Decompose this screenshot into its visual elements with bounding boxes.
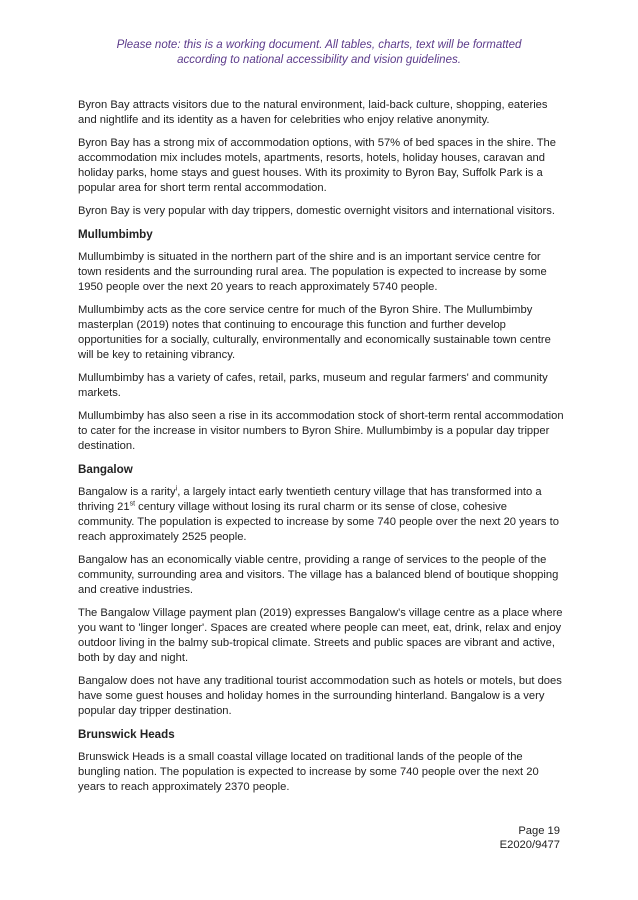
brunswick-heads-paragraph-1: Brunswick Heads is a small coastal village located on traditional lands of the people of the bungling nation. The population is expected to increase by some 740 people over the next 20 years to reach approximately 2370 people. <box>78 751 539 793</box>
bangalow-p1-text-b: , a largely intact early twentieth century village that has transformed into a thriving 21 <box>78 486 542 513</box>
mullumbimby-paragraph-1: Mullumbimby is situated in the northern part of the shire and is an important service centre for town residents and the surrounding rural area. The population is expected to increase by some 1950 people over the next 20 years to reach approximately 5740 people. <box>78 251 547 293</box>
mullumbimby-heading: Mullumbimby <box>78 228 153 241</box>
document-reference: E2020/9477 <box>499 839 560 851</box>
byron-bay-paragraph-1: Byron Bay attracts visitors due to the natural environment, laid-back culture, shopping, eateries and nightlife and its identity as a haven for celebrities who enjoy relative anonymity. <box>78 99 548 126</box>
working-document-notice <box>78 38 560 68</box>
bangalow-paragraph-3: The Bangalow Village payment plan (2019) expresses Bangalow's village centre as a place where you want to 'linger longer'. Spaces are created where people can meet, eat, drink, relax and enjoy outdoor living in the balmy sub-tropical climate. Streets and public spaces are vibrant and active, both by day and night. <box>78 607 563 664</box>
page-footer <box>500 824 560 852</box>
bangalow-heading: Bangalow <box>78 463 133 476</box>
mullumbimby-paragraph-2: Mullumbimby acts as the core service centre for much of the Byron Shire. The Mullumbimby masterplan (2019) notes that continuing to encourage this function and further develop opportunities for a socially, culturally, environmentally and economically sustainable town centre will be key to retaining vibrancy. <box>78 304 551 361</box>
byron-bay-paragraph-3: Byron Bay is very popular with day trippers, domestic overnight visitors and international visitors. <box>78 205 555 217</box>
mullumbimby-paragraph-3: Mullumbimby has a variety of cafes, retail, parks, museum and regular farmers' and community markets. <box>78 372 548 399</box>
endnote-marker[interactable]: i <box>175 485 178 493</box>
bangalow-p1-text-c: century village without losing its rural charm or its sense of close, cohesive community. The population is expected to increase by some 740 people over the next 20 years to reach approximately 2525 people. <box>78 501 559 543</box>
mullumbimby-paragraph-4: Mullumbimby has also seen a rise in its accommodation stock of short-term rental accommodation to cater for the increase in visitor numbers to Byron Shire. Mullumbimby is a popular day tripper destination. <box>78 410 564 452</box>
ordinal-suffix: st <box>129 500 136 508</box>
document-body <box>78 98 564 803</box>
bangalow-p1-text-a: Bangalow is a rarity <box>78 486 176 498</box>
byron-bay-paragraph-2: Byron Bay has a strong mix of accommodation options, with 57% of bed spaces in the shire. The accommodation mix includes motels, apartments, resorts, hotels, holiday houses, caravan and holiday parks, home stays and guest houses. With its proximity to Byron Bay, Suffolk Park is a popular area for short term rental accommodation. <box>78 137 557 194</box>
brunswick-heads-heading: Brunswick Heads <box>78 728 175 741</box>
bangalow-paragraph-4: Bangalow does not have any traditional tourist accommodation such as hotels or motels, but does have some guest houses and holiday homes in the surrounding hinterland. Bangalow is a very popular day tripper destination. <box>78 675 562 717</box>
notice-line-2: according to national accessibility and vision guidelines. <box>177 54 461 66</box>
bangalow-paragraph-1 <box>78 485 564 545</box>
bangalow-paragraph-2: Bangalow has an economically viable centre, providing a range of services to the people of the community, surrounding area and visitors. The village has a balanced blend of boutique shopping and creative industries. <box>78 554 559 596</box>
notice-line-1: Please note: this is a working document. All tables, charts, text will be formatted <box>116 39 522 51</box>
page-number: Page 19 <box>518 825 560 837</box>
